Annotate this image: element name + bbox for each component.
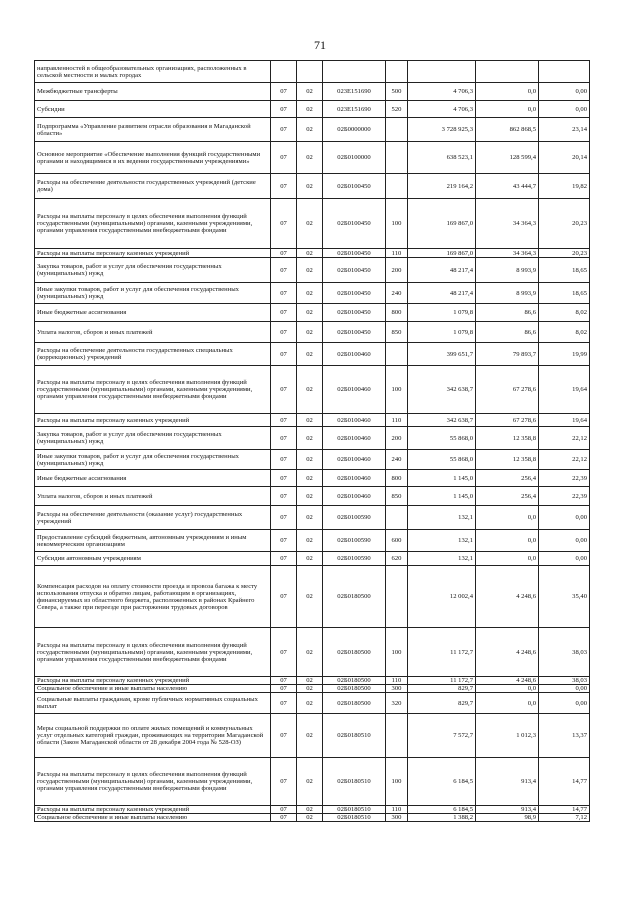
table-row — [35, 249, 590, 258]
page-number: 71 — [314, 38, 326, 52]
execution-percent-cell: 20,14 — [539, 142, 590, 174]
planned-amount-cell: 7 572,7 — [408, 714, 476, 758]
executed-amount-cell: 0,0 — [476, 693, 539, 714]
planned-amount-cell: 55 868,0 — [408, 427, 476, 450]
subsection-code-cell: 02 — [297, 758, 323, 806]
subsection-code-cell: 02 — [297, 304, 323, 322]
executed-amount-cell: 86,6 — [476, 304, 539, 322]
table-row — [35, 470, 590, 487]
executed-amount-cell: 12 358,8 — [476, 450, 539, 470]
target-article-cell: 02Б0100460 — [323, 414, 386, 427]
table-row — [35, 118, 590, 142]
section-code-cell: 07 — [271, 487, 297, 506]
target-article-cell: 02Б0100590 — [323, 506, 386, 530]
execution-percent-cell: 35,40 — [539, 566, 590, 628]
subsection-code-cell: 02 — [297, 693, 323, 714]
subsection-code-cell: 02 — [297, 552, 323, 566]
subsection-code-cell: 02 — [297, 258, 323, 283]
executed-amount-cell — [476, 61, 539, 83]
table-row — [35, 101, 590, 118]
expense-type-cell: 110 — [386, 249, 408, 258]
row-name-cell: Субсидии автономным учреждениям — [35, 552, 271, 566]
expense-type-cell: 620 — [386, 552, 408, 566]
expense-type-cell — [386, 142, 408, 174]
section-code-cell: 07 — [271, 427, 297, 450]
table-row — [35, 693, 590, 714]
executed-amount-cell: 256,4 — [476, 487, 539, 506]
expense-type-cell: 300 — [386, 814, 408, 822]
execution-percent-cell: 19,82 — [539, 174, 590, 199]
planned-amount-cell: 4 706,3 — [408, 83, 476, 101]
expense-type-cell: 320 — [386, 693, 408, 714]
executed-amount-cell: 67 278,6 — [476, 414, 539, 427]
row-name-cell: Расходы на выплаты персоналу казенных учреждений — [35, 414, 271, 427]
section-code-cell: 07 — [271, 414, 297, 427]
subsection-code-cell: 02 — [297, 83, 323, 101]
planned-amount-cell: 1 079,8 — [408, 304, 476, 322]
section-code-cell: 07 — [271, 343, 297, 366]
expense-type-cell: 500 — [386, 83, 408, 101]
subsection-code-cell: 02 — [297, 470, 323, 487]
row-name-cell: Предоставление субсидий бюджетным, автономным учреждениям и иным некоммерческим организациям — [35, 530, 271, 552]
target-article-cell: 02Б0100460 — [323, 343, 386, 366]
planned-amount-cell — [408, 61, 476, 83]
expense-type-cell: 850 — [386, 322, 408, 343]
section-code-cell: 07 — [271, 566, 297, 628]
section-code-cell: 07 — [271, 685, 297, 693]
executed-amount-cell: 4 248,6 — [476, 566, 539, 628]
table-row — [35, 758, 590, 806]
planned-amount-cell: 169 867,0 — [408, 199, 476, 249]
subsection-code-cell: 02 — [297, 628, 323, 677]
planned-amount-cell: 12 002,4 — [408, 566, 476, 628]
table-row — [35, 61, 590, 83]
row-name-cell: Меры социальной поддержки по оплате жилых помещений и коммунальных услуг отдельных категорий граждан, проживающих на территории Магаданской области (Закон Магаданской области от 28 декабря 2004 года № 528-ОЗ) — [35, 714, 271, 758]
planned-amount-cell: 132,1 — [408, 506, 476, 530]
table-row — [35, 174, 590, 199]
execution-percent-cell: 14,77 — [539, 758, 590, 806]
subsection-code-cell: 02 — [297, 414, 323, 427]
planned-amount-cell: 48 217,4 — [408, 283, 476, 304]
subsection-code-cell: 02 — [297, 506, 323, 530]
execution-percent-cell: 0,00 — [539, 685, 590, 693]
subsection-code-cell: 02 — [297, 322, 323, 343]
target-article-cell: 02Б0180500 — [323, 685, 386, 693]
expense-type-cell: 110 — [386, 677, 408, 685]
execution-percent-cell: 0,00 — [539, 506, 590, 530]
section-code-cell: 07 — [271, 283, 297, 304]
table-row — [35, 142, 590, 174]
table-row — [35, 343, 590, 366]
subsection-code-cell: 02 — [297, 199, 323, 249]
expense-type-cell: 300 — [386, 685, 408, 693]
row-name-cell: Субсидии — [35, 101, 271, 118]
table-row — [35, 450, 590, 470]
executed-amount-cell: 256,4 — [476, 470, 539, 487]
planned-amount-cell: 1 145,0 — [408, 470, 476, 487]
planned-amount-cell: 342 638,7 — [408, 366, 476, 414]
planned-amount-cell: 6 184,5 — [408, 758, 476, 806]
subsection-code-cell: 02 — [297, 806, 323, 814]
target-article-cell: 02Б0180500 — [323, 677, 386, 685]
executed-amount-cell: 0,0 — [476, 685, 539, 693]
planned-amount-cell: 342 638,7 — [408, 414, 476, 427]
execution-percent-cell: 0,00 — [539, 101, 590, 118]
planned-amount-cell: 6 184,5 — [408, 806, 476, 814]
target-article-cell: 02Б0100450 — [323, 258, 386, 283]
row-name-cell: Расходы на выплаты персоналу казенных учреждений — [35, 677, 271, 685]
subsection-code-cell: 02 — [297, 450, 323, 470]
execution-percent-cell: 19,64 — [539, 366, 590, 414]
row-name-cell: Компенсация расходов на оплату стоимости проезда и провоза багажа к месту использования отпуска и обратно лицам, работающим в организациях, финансируемых из областного бюджета, расположенных в районах Крайнего Севера, а также при переезде при расторжении трудовых договоров — [35, 566, 271, 628]
table-row — [35, 427, 590, 450]
subsection-code-cell: 02 — [297, 343, 323, 366]
budget-table — [34, 60, 590, 822]
target-article-cell: 023E151690 — [323, 101, 386, 118]
executed-amount-cell: 4 248,6 — [476, 628, 539, 677]
row-name-cell: Подпрограмма «Управление развитием отрасли образования в Магаданской области» — [35, 118, 271, 142]
target-article-cell: 02Б0100460 — [323, 470, 386, 487]
target-article-cell: 02Б0100460 — [323, 450, 386, 470]
section-code-cell: 07 — [271, 249, 297, 258]
subsection-code-cell: 02 — [297, 566, 323, 628]
section-code-cell: 07 — [271, 628, 297, 677]
target-article-cell: 02Б0100450 — [323, 283, 386, 304]
section-code-cell: 07 — [271, 450, 297, 470]
planned-amount-cell: 132,1 — [408, 530, 476, 552]
executed-amount-cell: 79 893,7 — [476, 343, 539, 366]
subsection-code-cell: 02 — [297, 427, 323, 450]
expense-type-cell: 110 — [386, 414, 408, 427]
execution-percent-cell — [539, 61, 590, 83]
executed-amount-cell: 128 599,4 — [476, 142, 539, 174]
table-row — [35, 506, 590, 530]
expense-type-cell — [386, 506, 408, 530]
table-row — [35, 806, 590, 814]
row-name-cell: Уплата налогов, сборов и иных платежей — [35, 487, 271, 506]
planned-amount-cell: 11 172,7 — [408, 628, 476, 677]
row-name-cell: Межбюджетные трансферты — [35, 83, 271, 101]
executed-amount-cell: 0,0 — [476, 506, 539, 530]
planned-amount-cell: 399 651,7 — [408, 343, 476, 366]
table-row — [35, 530, 590, 552]
budget-table-body — [35, 61, 590, 822]
row-name-cell: Расходы на обеспечение деятельности государственных учреждений (детские дома) — [35, 174, 271, 199]
target-article-cell: 02Б0100450 — [323, 304, 386, 322]
executed-amount-cell: 8 993,9 — [476, 258, 539, 283]
table-row — [35, 628, 590, 677]
target-article-cell: 02Б0100450 — [323, 199, 386, 249]
execution-percent-cell: 22,12 — [539, 427, 590, 450]
subsection-code-cell: 02 — [297, 677, 323, 685]
row-name-cell: Закупка товаров, работ и услуг для обеспечения государственных (муниципальных) нужд — [35, 258, 271, 283]
target-article-cell: 02Б0100590 — [323, 530, 386, 552]
expense-type-cell: 100 — [386, 628, 408, 677]
section-code-cell: 07 — [271, 174, 297, 199]
executed-amount-cell: 86,6 — [476, 322, 539, 343]
executed-amount-cell: 0,0 — [476, 101, 539, 118]
target-article-cell: 02Б0100460 — [323, 366, 386, 414]
planned-amount-cell: 3 728 925,3 — [408, 118, 476, 142]
section-code-cell: 07 — [271, 814, 297, 822]
row-name-cell: Расходы на выплаты персоналу казенных учреждений — [35, 806, 271, 814]
execution-percent-cell: 22,39 — [539, 470, 590, 487]
subsection-code-cell: 02 — [297, 142, 323, 174]
section-code-cell: 07 — [271, 506, 297, 530]
table-row — [35, 283, 590, 304]
execution-percent-cell: 14,77 — [539, 806, 590, 814]
target-article-cell: 023E151690 — [323, 83, 386, 101]
subsection-code-cell: 02 — [297, 249, 323, 258]
section-code-cell: 07 — [271, 258, 297, 283]
table-row — [35, 199, 590, 249]
executed-amount-cell: 0,0 — [476, 552, 539, 566]
expense-type-cell: 200 — [386, 427, 408, 450]
execution-percent-cell: 19,64 — [539, 414, 590, 427]
target-article-cell: 02Б0180510 — [323, 714, 386, 758]
subsection-code-cell: 02 — [297, 714, 323, 758]
expense-type-cell: 800 — [386, 470, 408, 487]
execution-percent-cell: 38,03 — [539, 628, 590, 677]
expense-type-cell: 100 — [386, 366, 408, 414]
section-code-cell: 07 — [271, 806, 297, 814]
row-name-cell: Расходы на обеспечение деятельности (оказание услуг) государственных учреждений — [35, 506, 271, 530]
table-row — [35, 814, 590, 822]
section-code-cell: 07 — [271, 199, 297, 249]
expense-type-cell: 200 — [386, 258, 408, 283]
section-code-cell: 07 — [271, 366, 297, 414]
expense-type-cell: 100 — [386, 199, 408, 249]
execution-percent-cell: 13,37 — [539, 714, 590, 758]
section-code-cell: 07 — [271, 530, 297, 552]
target-article-cell: 02Б0100460 — [323, 427, 386, 450]
planned-amount-cell: 132,1 — [408, 552, 476, 566]
planned-amount-cell: 11 172,7 — [408, 677, 476, 685]
section-code-cell — [271, 61, 297, 83]
target-article-cell: 02Б0100000 — [323, 142, 386, 174]
expense-type-cell — [386, 174, 408, 199]
row-name-cell: Социальное обеспечение и иные выплаты населению — [35, 814, 271, 822]
execution-percent-cell: 8,02 — [539, 304, 590, 322]
row-name-cell: Иные закупки товаров, работ и услуг для обеспечения государственных (муниципальных) нужд — [35, 450, 271, 470]
expense-type-cell: 240 — [386, 450, 408, 470]
planned-amount-cell: 1 079,8 — [408, 322, 476, 343]
subsection-code-cell: 02 — [297, 366, 323, 414]
execution-percent-cell: 19,99 — [539, 343, 590, 366]
row-name-cell: Закупка товаров, работ и услуг для обеспечения государственных (муниципальных) нужд — [35, 427, 271, 450]
executed-amount-cell: 1 012,3 — [476, 714, 539, 758]
table-row — [35, 83, 590, 101]
subsection-code-cell: 02 — [297, 685, 323, 693]
row-name-cell: Уплата налогов, сборов и иных платежей — [35, 322, 271, 343]
row-name-cell: Иные бюджетные ассигнования — [35, 470, 271, 487]
executed-amount-cell: 0,0 — [476, 83, 539, 101]
execution-percent-cell: 0,00 — [539, 693, 590, 714]
target-article-cell: 02Б0180510 — [323, 806, 386, 814]
executed-amount-cell: 0,0 — [476, 530, 539, 552]
table-row — [35, 566, 590, 628]
executed-amount-cell: 862 868,5 — [476, 118, 539, 142]
planned-amount-cell: 169 867,0 — [408, 249, 476, 258]
expense-type-cell: 100 — [386, 758, 408, 806]
target-article-cell: 02Б0180510 — [323, 814, 386, 822]
table-row — [35, 685, 590, 693]
section-code-cell: 07 — [271, 83, 297, 101]
section-code-cell: 07 — [271, 693, 297, 714]
subsection-code-cell: 02 — [297, 283, 323, 304]
table-row — [35, 258, 590, 283]
section-code-cell: 07 — [271, 142, 297, 174]
table-row — [35, 487, 590, 506]
table-row — [35, 304, 590, 322]
executed-amount-cell: 34 364,3 — [476, 249, 539, 258]
target-article-cell: 02Б0100450 — [323, 322, 386, 343]
expense-type-cell — [386, 566, 408, 628]
planned-amount-cell: 1 145,0 — [408, 487, 476, 506]
table-row — [35, 552, 590, 566]
executed-amount-cell: 913,4 — [476, 758, 539, 806]
executed-amount-cell: 8 993,9 — [476, 283, 539, 304]
executed-amount-cell: 43 444,7 — [476, 174, 539, 199]
execution-percent-cell: 8,02 — [539, 322, 590, 343]
target-article-cell: 02Б0000000 — [323, 118, 386, 142]
section-code-cell: 07 — [271, 101, 297, 118]
planned-amount-cell: 48 217,4 — [408, 258, 476, 283]
expense-type-cell: 600 — [386, 530, 408, 552]
subsection-code-cell: 02 — [297, 118, 323, 142]
planned-amount-cell: 219 164,2 — [408, 174, 476, 199]
planned-amount-cell: 829,7 — [408, 693, 476, 714]
section-code-cell: 07 — [271, 758, 297, 806]
row-name-cell: Иные бюджетные ассигнования — [35, 304, 271, 322]
section-code-cell: 07 — [271, 304, 297, 322]
row-name-cell: Расходы на выплаты персоналу казенных учреждений — [35, 249, 271, 258]
row-name-cell: Расходы на обеспечение деятельности государственных специальных (коррекционных) учреждений — [35, 343, 271, 366]
execution-percent-cell: 38,03 — [539, 677, 590, 685]
subsection-code-cell: 02 — [297, 487, 323, 506]
execution-percent-cell: 20,23 — [539, 199, 590, 249]
executed-amount-cell: 98,9 — [476, 814, 539, 822]
target-article-cell: 02Б0100590 — [323, 552, 386, 566]
planned-amount-cell: 55 868,0 — [408, 450, 476, 470]
table-row — [35, 322, 590, 343]
expense-type-cell: 110 — [386, 806, 408, 814]
row-name-cell: Расходы на выплаты персоналу в целях обеспечения выполнения функций государственными (муниципальными) органами, казенными учреждениями, органами управления государственными внебюджетными фондами — [35, 758, 271, 806]
executed-amount-cell: 4 248,6 — [476, 677, 539, 685]
expense-type-cell — [386, 343, 408, 366]
subsection-code-cell — [297, 61, 323, 83]
table-row — [35, 366, 590, 414]
subsection-code-cell: 02 — [297, 174, 323, 199]
expense-type-cell — [386, 714, 408, 758]
target-article-cell: 02Б0180510 — [323, 758, 386, 806]
row-name-cell: Социальное обеспечение и иные выплаты населению — [35, 685, 271, 693]
executed-amount-cell: 67 278,6 — [476, 366, 539, 414]
subsection-code-cell: 02 — [297, 814, 323, 822]
execution-percent-cell: 18,65 — [539, 258, 590, 283]
section-code-cell: 07 — [271, 118, 297, 142]
section-code-cell: 07 — [271, 322, 297, 343]
table-row — [35, 677, 590, 685]
section-code-cell: 07 — [271, 552, 297, 566]
target-article-cell: 02Б0100450 — [323, 249, 386, 258]
target-article-cell: 02Б0180500 — [323, 628, 386, 677]
row-name-cell: Иные закупки товаров, работ и услуг для обеспечения государственных (муниципальных) нужд — [35, 283, 271, 304]
expense-type-cell: 850 — [386, 487, 408, 506]
section-code-cell: 07 — [271, 677, 297, 685]
row-name-cell: Основное мероприятие «Обеспечение выполнения функций государственными органами и находящимися в их ведении государственными учреждениями» — [35, 142, 271, 174]
planned-amount-cell: 829,7 — [408, 685, 476, 693]
expense-type-cell: 240 — [386, 283, 408, 304]
executed-amount-cell: 913,4 — [476, 806, 539, 814]
execution-percent-cell: 0,00 — [539, 83, 590, 101]
target-article-cell: 02Б0180500 — [323, 566, 386, 628]
executed-amount-cell: 12 358,8 — [476, 427, 539, 450]
execution-percent-cell: 22,12 — [539, 450, 590, 470]
target-article-cell: 02Б0100460 — [323, 487, 386, 506]
row-name-cell: Расходы на выплаты персоналу в целях обеспечения выполнения функций государственными (муниципальными) органами, казенными учреждениями, органами управления государственными внебюджетными фондами — [35, 628, 271, 677]
execution-percent-cell: 0,00 — [539, 552, 590, 566]
expense-type-cell: 800 — [386, 304, 408, 322]
expense-type-cell: 520 — [386, 101, 408, 118]
subsection-code-cell: 02 — [297, 530, 323, 552]
subsection-code-cell: 02 — [297, 101, 323, 118]
execution-percent-cell: 7,12 — [539, 814, 590, 822]
row-name-cell: Расходы на выплаты персоналу в целях обеспечения выполнения функций государственными (муниципальными) органами, казенными учреждениями, органами управления государственными внебюджетными фондами — [35, 366, 271, 414]
execution-percent-cell: 22,39 — [539, 487, 590, 506]
expense-type-cell — [386, 118, 408, 142]
execution-percent-cell: 23,14 — [539, 118, 590, 142]
expense-type-cell — [386, 61, 408, 83]
section-code-cell: 07 — [271, 714, 297, 758]
table-row — [35, 714, 590, 758]
row-name-cell: Социальные выплаты гражданам, кроме публичных нормативных социальных выплат — [35, 693, 271, 714]
section-code-cell: 07 — [271, 470, 297, 487]
target-article-cell: 02Б0100450 — [323, 174, 386, 199]
execution-percent-cell: 20,23 — [539, 249, 590, 258]
planned-amount-cell: 1 388,2 — [408, 814, 476, 822]
row-name-cell: Расходы на выплаты персоналу в целях обеспечения выполнения функций государственными (муниципальными) органами, казенными учреждениями, органами управления государственными внебюджетными фондами — [35, 199, 271, 249]
table-row — [35, 414, 590, 427]
execution-percent-cell: 0,00 — [539, 530, 590, 552]
execution-percent-cell: 18,65 — [539, 283, 590, 304]
planned-amount-cell: 4 706,3 — [408, 101, 476, 118]
row-name-cell: направленностей в общеобразовательных организациях, расположенных в сельской местности и малых городах — [35, 61, 271, 83]
executed-amount-cell: 34 364,3 — [476, 199, 539, 249]
planned-amount-cell: 638 523,1 — [408, 142, 476, 174]
target-article-cell: 02Б0180500 — [323, 693, 386, 714]
target-article-cell — [323, 61, 386, 83]
